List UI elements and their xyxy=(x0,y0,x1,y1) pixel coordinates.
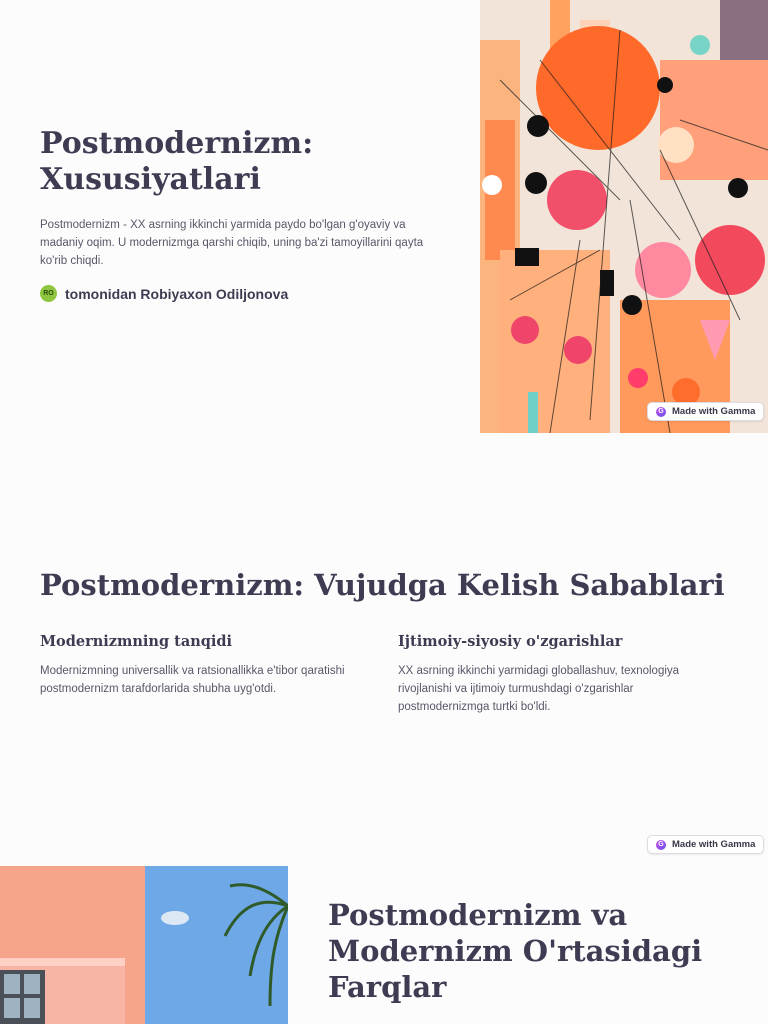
made-with-gamma-badge[interactable]: G Made with Gamma xyxy=(647,402,764,421)
reason-text: XX asrning ikkinchi yarmidagi globallashuv, texnologiya rivojlanishi va ijtimoiy turmushdagi o'zgarishlar postmodernizmga turtki bo'ldi. xyxy=(398,665,680,713)
avatar[interactable]: RO xyxy=(40,285,57,302)
reason-text: Modernizmning universallik va ratsionallikka e'tibor qaratishi postmodernizm tarafdorlarida shubha uyg'otdi. xyxy=(40,665,345,695)
reason-heading: Modernizmning tanqidi xyxy=(40,633,233,650)
made-with-gamma-badge[interactable]: G Made with Gamma xyxy=(647,835,764,854)
reason-card-2 xyxy=(398,632,728,716)
author-name[interactable]: tomonidan Robiyaxon Odiljonova xyxy=(65,285,289,302)
reason-card-1 xyxy=(40,632,370,698)
section-title: Postmodernizm va Modernizm O'rtasidagi Farqlar xyxy=(328,898,703,1004)
section-title: Postmodernizm: Vujudga Kelish Sabablari xyxy=(40,568,725,602)
abstract-art-image xyxy=(480,0,768,433)
gamma-logo-icon: G xyxy=(656,407,666,417)
architecture-photo xyxy=(0,866,288,1024)
slide-description: Postmodernizm - XX asrning ikkinchi yarmida paydo bo'lgan g'oyaviy va madaniy oqim. U modernizmga qarshi chiqib, uning ba'zi tamoyillarini qayta ko'rib chiqdi. xyxy=(40,219,424,267)
reason-heading: Ijtimoiy-siyosiy o'zgarishlar xyxy=(398,633,623,650)
slide-xususiyatlari xyxy=(0,0,768,433)
page-title: Postmodernizm: Xususiyatlari xyxy=(40,126,314,197)
author-line[interactable] xyxy=(40,285,288,302)
gamma-logo-icon: G xyxy=(656,840,666,850)
